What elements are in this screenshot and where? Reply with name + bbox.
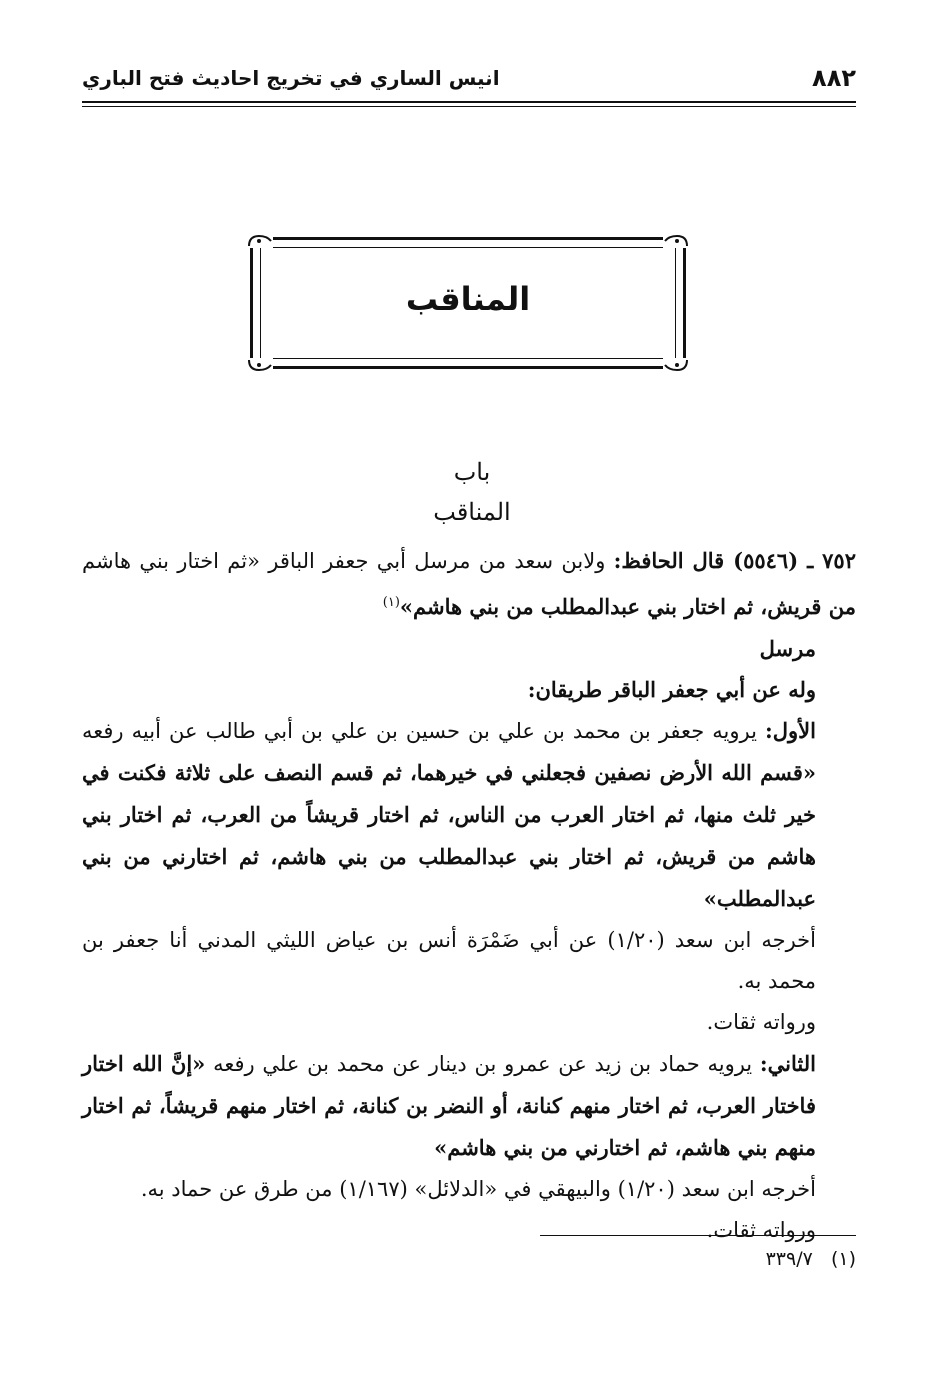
first-route-takhrij: أخرجه ابن سعد (١/٢٠) عن أبي ضَمْرَة أنس بن عياض الليثي المدني أنا جعفر بن محمد به. <box>82 928 817 993</box>
first-route-paragraph <box>82 710 856 920</box>
frame-ornament-icon <box>247 234 273 248</box>
second-route-thiqat: ورواته ثقات. <box>706 1218 816 1242</box>
page-header <box>82 64 856 98</box>
first-route-label: الأول: <box>765 718 816 743</box>
footnote-text: ٣٣٩/٧ <box>765 1248 813 1270</box>
second-route-label: الثاني: <box>759 1051 816 1076</box>
main-text <box>82 540 856 1251</box>
entry-number: ٧٥٢ ـ (٥٥٤٦) قال الحافظ: <box>613 548 856 573</box>
first-route-chain: يرويه جعفر بن محمد بن علي بن حسين بن علي بن أبي طالب عن أبيه <box>131 719 757 743</box>
first-route-matn: «قسم الله الأرض نصفين فجعلني في خيرهما، ثم قسم النصف على ثلاثة فكنت في خير ثلث منها، ثم اختار العرب من الناس، ثم اختار قريشاً من العرب، ثم اختار بني هاشم من قريش، ثم اختار بني عبدالمطلب من بني هاشم، ثم اختارني من بني عبدالمطلب» <box>82 760 816 911</box>
second-route-chain: يرويه حماد بن زيد عن عمرو بن دينار عن محمد بن علي رفعه <box>213 1052 753 1076</box>
footnote-number: (١) <box>830 1248 856 1270</box>
footnote-reference: (١) <box>382 595 400 610</box>
section-title-frame <box>250 237 686 369</box>
footnote-separator <box>540 1235 856 1236</box>
chapter-label: باب <box>453 458 491 486</box>
entry-text-line2: من قريش، ثم اختار بني عبدالمطلب من بني هاشم» <box>399 594 856 619</box>
second-route-takhrij: أخرجه ابن سعد (١/٢٠) والبيهقي في «الدلائل» (١/١٦٧) من طرق عن حماد به. <box>140 1177 816 1201</box>
frame-ornament-icon <box>663 358 689 372</box>
footnote <box>766 1248 856 1270</box>
entry-paragraph <box>82 540 856 628</box>
chapter-title: المناقب <box>433 498 511 526</box>
routes-intro: وله عن أبي جعفر الباقر طريقان: <box>527 677 816 702</box>
hadith-status: مرسل <box>759 636 816 661</box>
second-route-paragraph <box>82 1043 856 1169</box>
frame-ornament-icon <box>663 234 689 248</box>
page-number: ٨٨٢ <box>812 64 856 92</box>
section-title: المناقب <box>405 280 531 318</box>
entry-text: ولابن سعد من مرسل أبي جعفر الباقر «ثم اختار بني هاشم <box>82 549 606 573</box>
second-route-matn: «إنَّ الله اختار فاختار العرب، ثم اختار منهم كنانة، أو النضر بن كنانة، ثم اختار منهم قريشاً، ثم اختار منهم بني هاشم، ثم اختارني من بني هاشم» <box>82 1051 816 1160</box>
first-route-raf: رفعه <box>82 719 124 743</box>
frame-ornament-icon <box>247 358 273 372</box>
first-route-thiqat: ورواته ثقات. <box>706 1010 816 1034</box>
header-rule <box>82 101 856 107</box>
running-title: انيس الساري في تخريج احاديث فتح الباري <box>82 66 500 90</box>
